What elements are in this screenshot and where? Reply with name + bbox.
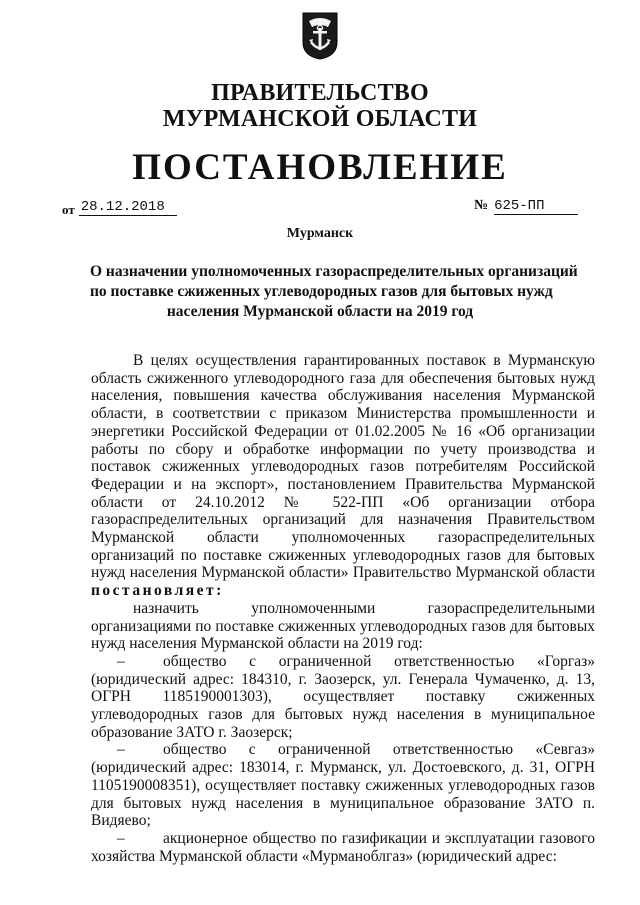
- city-name: Мурманск: [286, 226, 354, 241]
- document-title: [90, 262, 578, 322]
- dash-marker: –: [117, 741, 125, 759]
- list-item: [91, 653, 595, 742]
- document-type-heading: ПОСТАНОВЛЕНИЕ: [132, 147, 508, 188]
- number-prefix: №: [474, 198, 489, 213]
- resolves-word: постановляет:: [91, 582, 224, 600]
- title-line: О назначении уполномоченных газораспределительных организаций: [90, 263, 578, 280]
- document-date: [62, 198, 177, 216]
- title-line: по поставке сжиженных углеводородных газов для бытовых нужд: [90, 283, 553, 300]
- list-item-text: акционерное общество по газификации и эксплуатации газового хозяйства Мурманской области «Мурманоблгаз» (юридический адрес:: [91, 829, 595, 865]
- dash-marker: –: [117, 652, 125, 670]
- coat-of-arms-icon: [302, 12, 338, 60]
- government-name-line2: МУРМАНСКОЙ ОБЛАСТИ: [162, 106, 478, 132]
- date-prefix: от: [62, 202, 75, 217]
- list-item: [91, 741, 595, 830]
- preamble-paragraph: [91, 352, 595, 600]
- government-name-line1: ПРАВИТЕЛЬСТВО: [211, 80, 429, 106]
- preamble-text: В целях осуществления гарантированных поставок в Мурманскую область сжиженного углеводородного газа для обеспечения бытовых нужд населения, повышения качества обслуживания населения Мурманской области, в соответствии с приказом Министерства промышленности и энергетики Российской Федерации от 01.02.2005 № 16 «Об организации работы по сбору и обработке информации по учету производства и поставок сжиженных углеводородных газов потребителям Российской Федерации и на экспорт», постановлением Правительства Мурманской области от 24.10.2012 № 522-ПП «Об организации отбора газораспределительных организаций для назначения Правительством Мурманской области уполномоченных газораспределительных организаций по поставке сжиженных углеводородных газов для бытовых нужд населения Мурманской области» Правительство Мурманской области: [91, 352, 595, 582]
- number-value: 625-ПП: [494, 198, 578, 215]
- title-line: населения Мурманской области на 2019 год: [166, 303, 474, 320]
- list-item-text: общество с ограниченной ответственностью «Севгаз» (юридический адрес: 183014, г. Мурманск, ул. Достоевского, д. 31, ОГРН 1105190008351), осуществляет поставку сжиженных углеводородных газов для бытовых нужд населения в муниципальное образование ЗАТО п. Видяево;: [91, 741, 595, 830]
- list-item: [91, 830, 595, 865]
- intro-paragraph: назначить уполномоченными газораспределительными организациями по поставке сжиженных углеводородных газов для бытовых нужд населения Мурманской области на 2019 год:: [91, 599, 595, 653]
- document-body: [91, 352, 595, 865]
- document-number: [474, 198, 578, 215]
- dash-marker: –: [117, 829, 125, 847]
- list-item-text: общество с ограниченной ответственностью «Горгаз» (юридический адрес: 184310, г. Заозерск, ул. Генерала Чумаченко, д. 13, ОГРН 1185190001303), осуществляет поставку сжиженных углеводородных газов для бытовых нужд населения в муниципальное образование ЗАТО г. Заозерск;: [91, 652, 595, 741]
- date-value: 28.12.2018: [79, 199, 177, 216]
